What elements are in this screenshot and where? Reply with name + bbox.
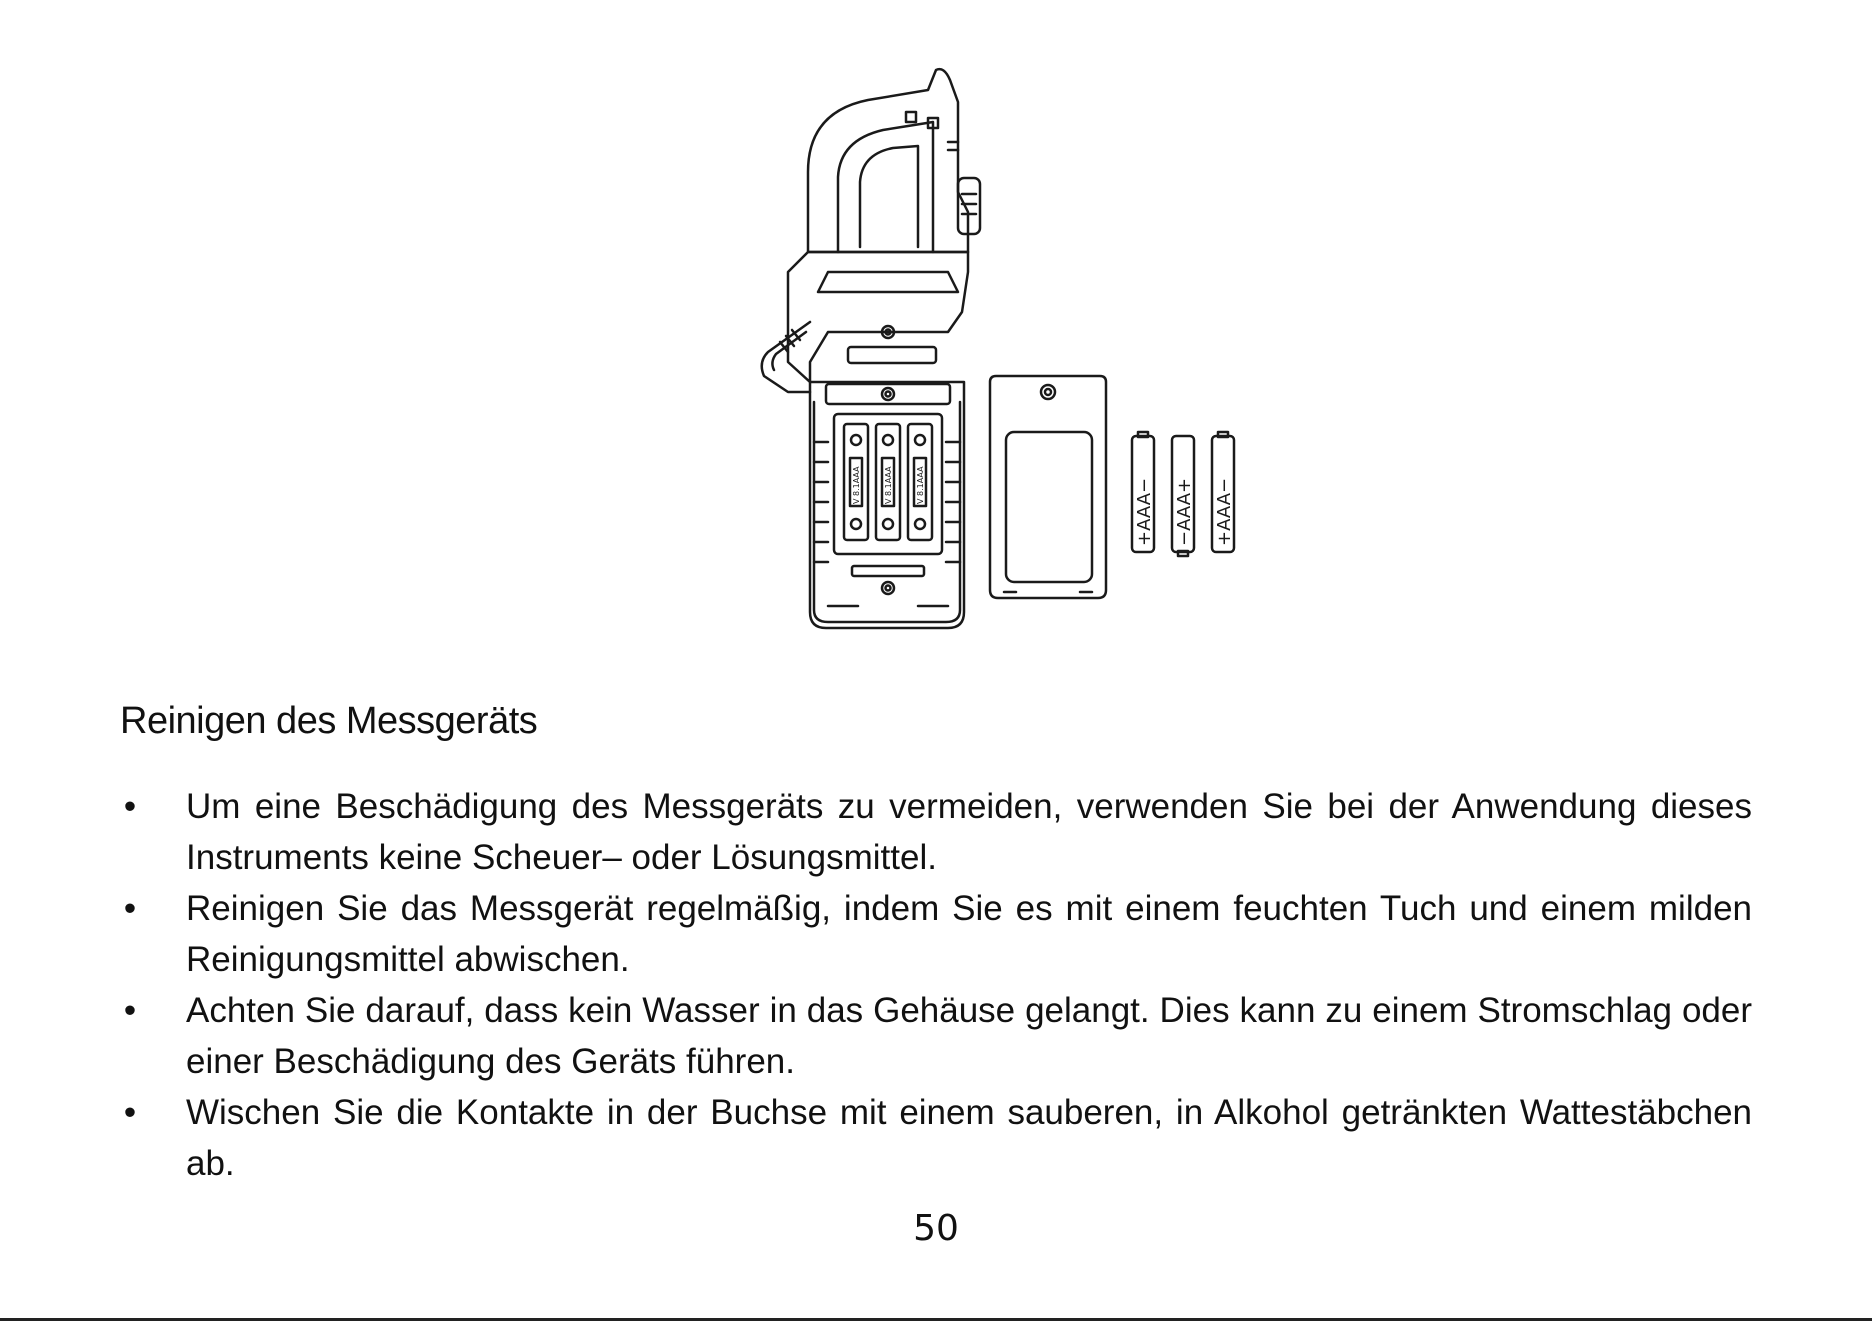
battery-label-1: +AAA− [1134, 477, 1155, 546]
section-title: Reinigen des Messgeräts [120, 700, 538, 742]
trigger-lever [762, 322, 810, 392]
cell-label-1: V 8.1AAA [852, 466, 861, 504]
battery-cover [990, 376, 1106, 598]
list-item [120, 883, 1752, 985]
list-item [120, 985, 1752, 1087]
clamp-jaw [808, 69, 968, 252]
list-item-text: Achten Sie darauf, dass kein Wasser in das Gehäuse gelangt. Dies kann zu einem Stromschlag oder einer Beschädigung des Geräts führen. [186, 991, 1752, 1081]
cleaning-instructions-list [120, 781, 1752, 1189]
list-item-text: Um eine Beschädigung des Messgeräts zu vermeiden, verwenden Sie bei der Anwendung dieses Instruments keine Scheuer– oder Lösungsmittel. [186, 787, 1752, 877]
clamp-meter-battery-illustration [748, 62, 1260, 632]
page-bottom-rule [0, 1318, 1872, 1321]
bullet-marker: • [123, 991, 137, 1030]
battery-label-3: +AAA− [1214, 477, 1235, 546]
list-item-text: Reinigen Sie das Messgerät regelmäßig, indem Sie es mit einem feuchten Tuch und einem milden Reinigungsmittel abwischen. [186, 889, 1752, 979]
list-item-text: Wischen Sie die Kontakte in der Buchse mit einem sauberen, in Alkohol getränkten Wattestäbchen ab. [186, 1093, 1752, 1183]
list-item [120, 1087, 1752, 1189]
cell-label-3: V 8.1AAA [916, 466, 925, 504]
bullet-marker: • [123, 889, 137, 928]
bullet-marker: • [123, 787, 137, 826]
page-number: 50 [913, 1208, 959, 1249]
cell-label-2: V 8.1AAA [884, 466, 893, 504]
bullet-marker: • [123, 1093, 137, 1132]
list-item [120, 781, 1752, 883]
battery-label-2: −AAA+ [1174, 477, 1195, 546]
